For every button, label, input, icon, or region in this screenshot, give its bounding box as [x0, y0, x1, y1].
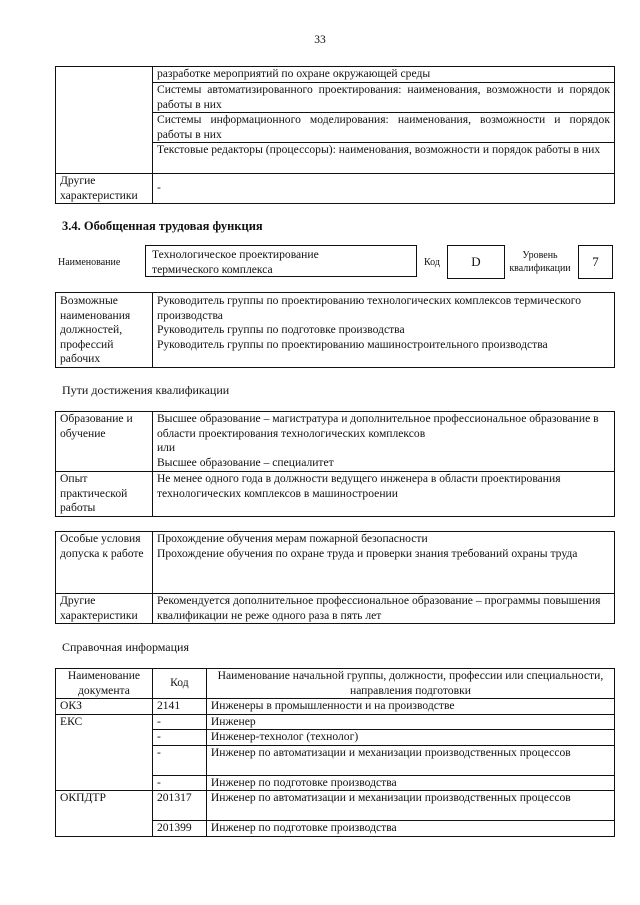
education-label: Образование и обучение	[56, 412, 153, 472]
level-label: Уровень квалификации	[509, 250, 571, 274]
section-title: 3.4. Обобщенная трудовая функция	[62, 219, 263, 233]
table-cell-code: 201399	[152, 821, 206, 837]
eks-doc: ЕКС	[56, 714, 153, 791]
table-cell-name: Инженер по подготовке производства	[206, 775, 614, 791]
table-cell-code: 201317	[152, 791, 206, 821]
knowledge-label-cell	[56, 67, 153, 174]
position-item: Руководитель группы по подготовке производства	[156, 323, 405, 336]
table-cell-name: Инженер	[206, 714, 614, 730]
other-label: Другие характеристики	[56, 594, 153, 624]
reference-table	[55, 668, 615, 837]
special-conditions-label: Особые условия допуска к работе	[56, 532, 153, 594]
other-characteristics-label: Другие характеристики	[56, 174, 153, 204]
knowledge-item: Системы автоматизированного проектирования: наименования, возможности и порядок работы в них	[152, 83, 614, 113]
page-number: 33	[314, 34, 326, 46]
table-cell-code: -	[152, 730, 206, 746]
positions-table	[55, 292, 615, 368]
knowledge-item: Текстовые редакторы (процессоры): наименования, возможности и порядок работы в них	[152, 143, 614, 174]
table-cell-code: -	[152, 775, 206, 791]
okz-doc: ОКЗ	[56, 699, 153, 715]
position-item: Руководитель группы по проектированию технологических комплексов термического производства	[156, 294, 582, 322]
other-text: Рекомендуется дополнительное профессиональное образование – программы повышения квалификации не реже одного раза в пять лет	[152, 594, 614, 624]
header-code: Код	[152, 669, 206, 699]
positions-label: Возможные наименования должностей, профессий рабочих	[56, 293, 153, 368]
position-item: Руководитель группы по проектированию машиностроительного производства	[156, 337, 548, 351]
table-cell-code: -	[152, 714, 206, 730]
reference-title: Справочная информация	[62, 640, 189, 654]
knowledge-table	[55, 66, 615, 204]
table-cell-name: Инженер по автоматизации и механизации производственных процессов	[206, 791, 614, 821]
table-cell-name: Инженер по подготовке производства	[206, 821, 614, 837]
header-document: Наименование документа	[56, 669, 153, 699]
level-value-box: 7	[578, 245, 613, 279]
code-label: Код	[424, 257, 440, 268]
code-value-box: D	[447, 245, 505, 279]
header-name: Наименование начальной группы, должности, профессии или специальности, направления подготовки	[206, 669, 614, 699]
other-characteristics-value: -	[152, 174, 614, 204]
function-name-box: Технологическое проектирование термического комплекса	[145, 245, 417, 277]
okz-name: Инженеры в промышленности и на производстве	[206, 699, 614, 715]
conditions-table	[55, 531, 615, 624]
knowledge-item: разработке мероприятий по охране окружающей среды	[152, 67, 614, 83]
condition-item: Прохождение обучения по охране труда и проверки знания требований охраны труда	[156, 546, 578, 560]
table-cell-name: Инженер по автоматизации и механизации производственных процессов	[206, 745, 614, 775]
positions-list	[152, 293, 614, 368]
experience-text: Не менее одного года в должности ведущего инженера в области проектирования технологических комплексов в машиностроении	[152, 472, 614, 517]
okz-code: 2141	[152, 699, 206, 715]
education-text: Высшее образование – магистратура и дополнительное профессиональное образование в области проектирования технологических комплексов или Высшее образование – специалитет	[152, 412, 614, 472]
okpdtr-doc: ОКПДТР	[56, 791, 153, 837]
condition-item: Прохождение обучения мерам пожарной безопасности	[156, 532, 428, 545]
knowledge-item: Системы информационного моделирования: наименования, возможности и порядок работы в них	[152, 113, 614, 143]
name-label: Наименование	[58, 257, 121, 268]
table-cell-code: -	[152, 745, 206, 775]
qualification-table	[55, 411, 615, 517]
qualification-title: Пути достижения квалификации	[62, 383, 230, 397]
special-conditions-list	[152, 532, 614, 594]
experience-label: Опыт практической работы	[56, 472, 153, 517]
table-cell-name: Инженер-технолог (технолог)	[206, 730, 614, 746]
